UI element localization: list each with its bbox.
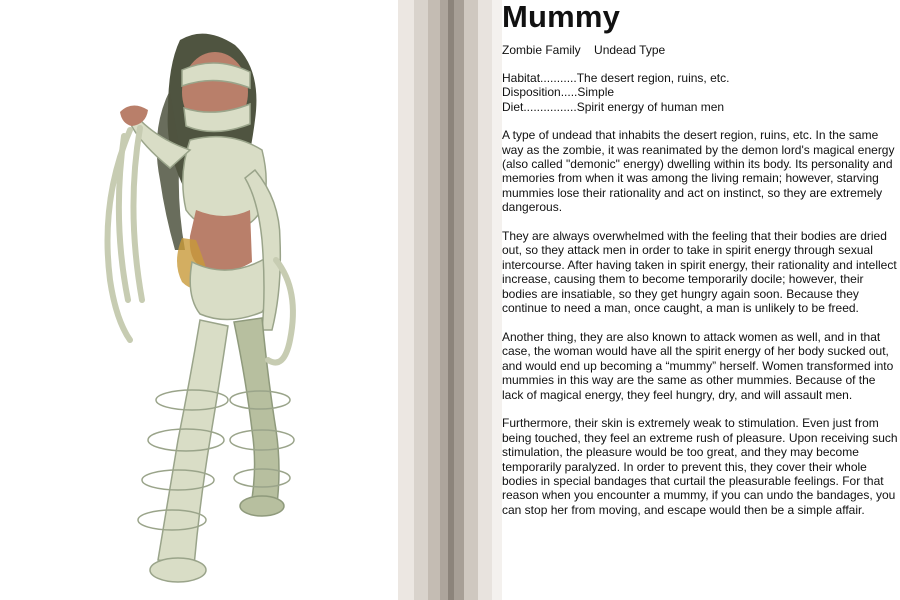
right-foot bbox=[240, 496, 284, 516]
stripe-band bbox=[478, 0, 492, 600]
description-paragraph: Furthermore, their skin is extremely weak to stimulation. Even just from being touched, they feel an extreme rush of pleasure. Upon receiving such stimulation, the pleasure would be too great, and they may become temporarily paralyzed. In order to prevent this, they cover their whole bodies in special bandages that curtail the pleasurable feelings. For that reason when you encounter a mummy, if you can undo the bandages, you can stop her from moving, and escape would then be a simple affair. bbox=[502, 416, 898, 517]
left-foot bbox=[150, 558, 206, 582]
description-paragraph: They are always overwhelmed with the feeling that their bodies are dried out, so they attack men in order to take in spirit energy through sexual intercourse. After having taken in spirit energy, their rationality and intellect increase, causing them to become temporarily docile; however, their bodies are insatiable, so they get hungry again soon. Because they continue to need a man, once caught, a man is unlikely to be freed. bbox=[502, 229, 897, 316]
stat-value: The desert region, ruins, etc. bbox=[576, 71, 730, 85]
stripe-band bbox=[440, 0, 448, 600]
left-leg bbox=[158, 320, 228, 566]
stripe-band bbox=[398, 0, 414, 600]
mummy-figure-art bbox=[0, 0, 398, 600]
stripe-band bbox=[464, 0, 478, 600]
right-leg bbox=[234, 318, 279, 512]
stripe-band bbox=[454, 0, 464, 600]
stats-block bbox=[502, 71, 898, 114]
character-illustration bbox=[0, 0, 398, 600]
stat-value: Simple bbox=[577, 85, 615, 100]
stat-label: Habitat........... bbox=[502, 71, 577, 85]
stat-diet bbox=[502, 100, 898, 114]
description-paragraph: Another thing, they are also known to attack women as well, and in that case, the woman would have all the spirit energy of her body sucked out, and would end up becoming a “mummy” herself. Women transformed into mummies in this way are the same as other mummies. Because of the lack of magical energy, they feel hungry, dry, and will assault men. bbox=[502, 329, 894, 402]
stat-disposition bbox=[502, 85, 898, 99]
stripe-band bbox=[414, 0, 428, 600]
stripe-band bbox=[492, 0, 502, 600]
entry-text-panel bbox=[502, 0, 898, 600]
family-line bbox=[502, 43, 898, 57]
family-label: Zombie Family bbox=[502, 43, 581, 57]
description-paragraph: A type of undead that inhabits the desert region, ruins, etc. In the same way as the zombie, it was reanimated by the demon lord's magical energy (also called "demonic" energy) dwelling within its body. Its personality and memories from when it was among the living remain; however, starving mummies lose their rationality and act on instinct, so they are extremely dangerous. bbox=[502, 128, 895, 215]
entry-title: Mummy bbox=[502, 0, 621, 34]
stat-label: Diet................ bbox=[502, 99, 577, 114]
stat-value: Spirit energy of human men bbox=[576, 99, 725, 114]
type-label: Undead Type bbox=[594, 43, 666, 57]
stat-habitat bbox=[502, 71, 898, 85]
decorative-stripes bbox=[398, 0, 502, 600]
stat-label: Disposition..... bbox=[502, 85, 578, 100]
stripe-band bbox=[428, 0, 440, 600]
